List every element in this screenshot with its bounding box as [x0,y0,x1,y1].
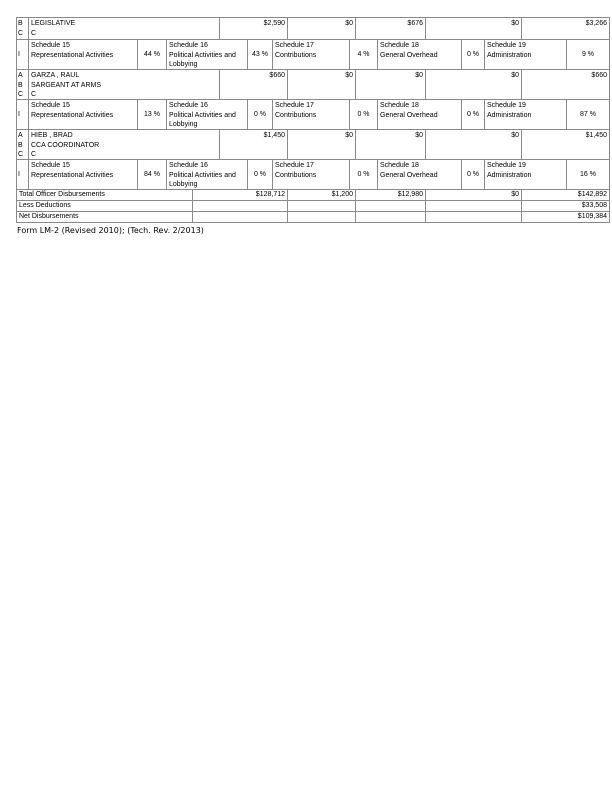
schedule-subtitle: Contributions [275,111,317,119]
officer-status: C [31,91,37,98]
schedule-title: Schedule 17 [275,102,314,109]
schedule-18-cell [378,100,462,130]
summary-amount [356,212,426,223]
summary-amount: $142,892 [522,190,610,201]
officer-status: C [31,29,37,37]
schedule-title: Schedule 15 [31,42,70,49]
schedule-16-percent: 43 % [248,40,273,70]
schedule-title: Schedule 15 [31,102,70,109]
schedule-15-cell [29,40,138,70]
schedule-15-cell [29,160,138,190]
row-letter-labels [17,70,29,100]
schedule-subtitle: Representational Activities [31,171,114,179]
schedule-15-cell [29,100,138,130]
schedule-16-percent: 0 % [248,100,273,130]
schedule-title: Schedule 18 [380,102,419,109]
net-disbursements-row [17,212,610,223]
schedule-title: Schedule 18 [380,162,419,169]
allowances-amount: $0 [288,130,356,160]
schedule-title: Schedule 16 [169,162,208,169]
row-letter-labels [17,18,29,40]
summary-amount: $109,384 [522,212,610,223]
summary-amount [193,201,288,212]
row-letter: B [18,141,23,149]
other-disbursements-amount: $0 [426,18,522,40]
schedule-18-percent: 0 % [462,160,485,190]
officer-info-cell [29,70,220,100]
official-business-amount: $676 [356,18,426,40]
row-letter: C [18,151,24,158]
officer-row-2-schedules [17,100,610,130]
row-letter-i: I [17,40,29,70]
total-amount: $1,450 [522,130,610,160]
summary-amount: $0 [426,190,522,201]
schedule-16-cell [167,40,248,70]
summary-amount: $33,508 [522,201,610,212]
schedule-17-percent: 0 % [350,160,378,190]
officer-title: LEGISLATIVE [31,20,76,27]
schedule-subtitle: Contributions [275,51,317,59]
total-officer-disbursements-row [17,190,610,201]
summary-amount: $12,980 [356,190,426,201]
schedule-subtitle: General Overhead [380,51,438,59]
schedule-title: Schedule 16 [169,42,208,49]
officer-name: GARZA , RAUL [31,72,80,79]
schedule-19-percent: 87 % [567,100,610,130]
row-letter-labels [17,130,29,160]
officer-info-cell [29,130,220,160]
schedule-subtitle: Representational Activities [31,51,114,59]
schedule-19-cell [485,40,567,70]
schedule-18-percent: 0 % [462,40,485,70]
summary-amount [193,212,288,223]
schedule-15-percent: 84 % [138,160,167,190]
schedule-17-cell [273,40,350,70]
summary-amount [288,212,356,223]
schedule-subtitle: Administration [487,111,532,119]
less-deductions-row [17,201,610,212]
schedule-subtitle: General Overhead [380,171,438,179]
schedule-19-percent: 9 % [567,40,610,70]
row-letter: B [18,20,23,27]
schedule-15-percent: 13 % [138,100,167,130]
schedule-subtitle: Administration [487,51,532,59]
summary-amount: $1,200 [288,190,356,201]
schedule-subtitle: Political Activities and Lobbying [169,51,236,68]
schedule-title: Schedule 19 [487,42,526,49]
allowances-amount: $0 [288,18,356,40]
officer-title: SARGEANT AT ARMS [31,81,102,89]
summary-label: Net Disbursements [17,212,193,223]
officer-row-2-info [17,70,610,100]
total-amount: $660 [522,70,610,100]
gross-salary-amount: $2,590 [220,18,288,40]
row-letter-i: I [17,160,29,190]
summary-label: Less Deductions [17,201,193,212]
officer-title: CCA COORDINATOR [31,141,100,149]
official-business-amount: $0 [356,70,426,100]
form-footer-revision: Form LM-2 (Revised 2010); (Tech. Rev. 2/2013) [17,226,204,235]
schedule-15-percent: 44 % [138,40,167,70]
official-business-amount: $0 [356,130,426,160]
officer-info-cell [29,18,220,40]
row-letter: A [18,132,23,139]
summary-amount [426,201,522,212]
summary-amount: $128,712 [193,190,288,201]
summary-amount [356,201,426,212]
row-letter: C [18,91,24,98]
schedule-title: Schedule 19 [487,102,526,109]
schedule-title: Schedule 16 [169,102,208,109]
row-letter-i: I [17,100,29,130]
officer-disbursements-table [16,17,610,223]
schedule-18-percent: 0 % [462,100,485,130]
officer-row-1-info [17,18,610,40]
officer-row-1-schedules [17,40,610,70]
officer-row-3-schedules [17,160,610,190]
summary-label: Total Officer Disbursements [17,190,193,201]
gross-salary-amount: $1,450 [220,130,288,160]
schedule-title: Schedule 17 [275,162,314,169]
schedule-17-percent: 0 % [350,100,378,130]
schedule-16-cell [167,100,248,130]
schedule-19-cell [485,160,567,190]
schedule-16-percent: 0 % [248,160,273,190]
schedule-17-percent: 4 % [350,40,378,70]
officer-status: C [31,151,37,158]
officer-name: HIEB , BRAD [31,132,73,139]
total-amount: $3,266 [522,18,610,40]
schedule-18-cell [378,40,462,70]
schedule-subtitle: Representational Activities [31,111,114,119]
schedule-title: Schedule 17 [275,42,314,49]
schedule-19-cell [485,100,567,130]
allowances-amount: $0 [288,70,356,100]
row-letter: C [18,29,24,37]
other-disbursements-amount: $0 [426,130,522,160]
schedule-16-cell [167,160,248,190]
schedule-subtitle: Administration [487,171,532,179]
row-letter: A [18,72,23,79]
gross-salary-amount: $660 [220,70,288,100]
schedule-17-cell [273,100,350,130]
row-letter: B [18,81,23,89]
schedule-subtitle: Political Activities and Lobbying [169,171,236,188]
summary-amount [288,201,356,212]
schedule-title: Schedule 19 [487,162,526,169]
schedule-18-cell [378,160,462,190]
schedule-17-cell [273,160,350,190]
schedule-subtitle: General Overhead [380,111,438,119]
schedule-subtitle: Contributions [275,171,317,179]
officer-row-3-info [17,130,610,160]
schedule-title: Schedule 18 [380,42,419,49]
other-disbursements-amount: $0 [426,70,522,100]
schedule-title: Schedule 15 [31,162,70,169]
schedule-subtitle: Political Activities and Lobbying [169,111,236,128]
schedule-19-percent: 16 % [567,160,610,190]
summary-amount [426,212,522,223]
